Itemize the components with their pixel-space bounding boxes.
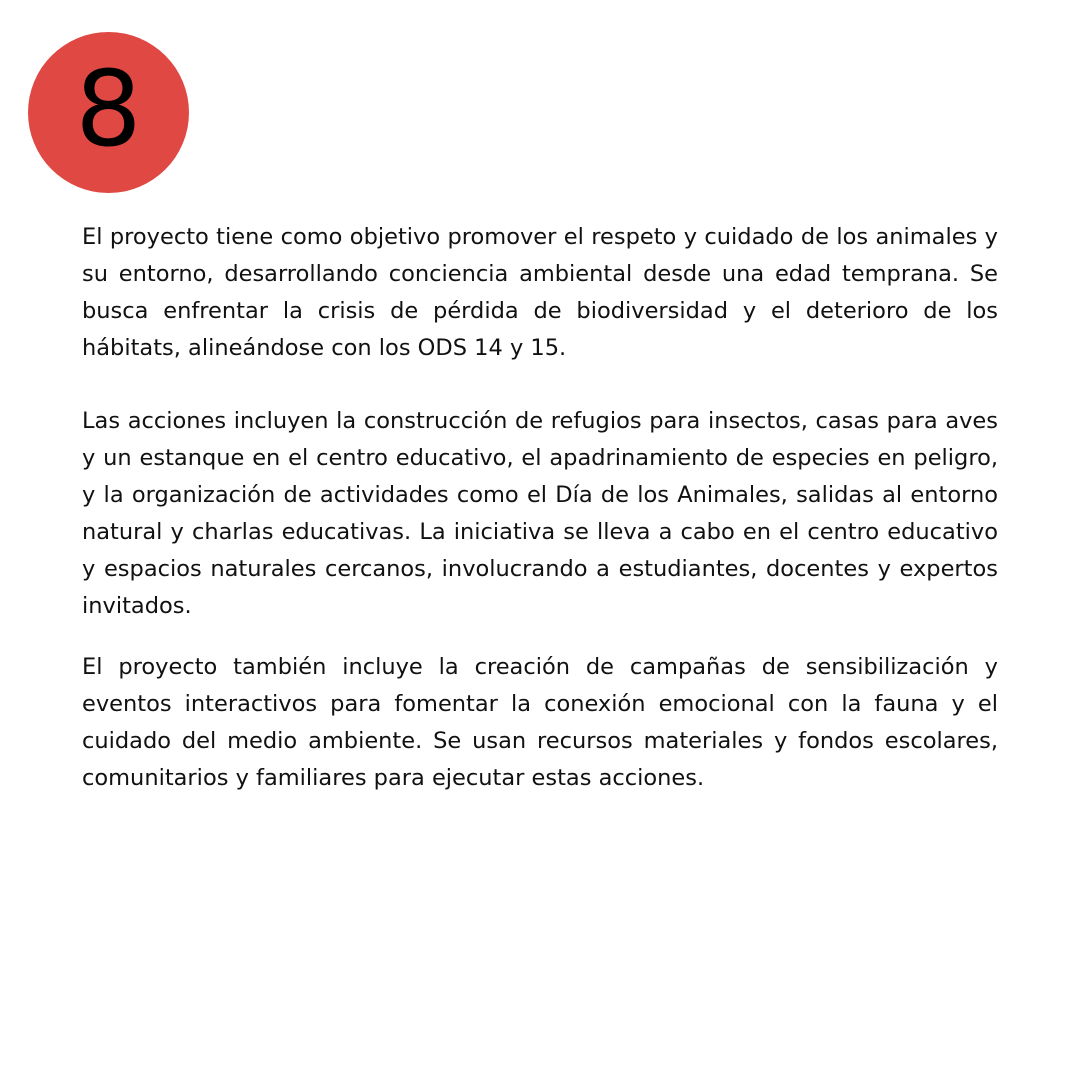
paragraph-objective: El proyecto tiene como objetivo promover el respeto y cuidado de los animales y su entorno, desarrollando conciencia ambiental desde una edad temprana. Se busca enfrentar la crisis de pérdida de biodiversidad y el deterioro de los hábitats, alineándose con los ODS 14 y 15. bbox=[82, 224, 998, 361]
paragraph-campaigns: El proyecto también incluye la creación de campañas de sensibilización y eventos interactivos para fomentar la conexión emocional con la fauna y el cuidado del medio ambiente. Se usan recursos materiales y fondos escolares, comunitarios y familiares para ejecutar estas acciones. bbox=[82, 654, 998, 791]
step-number-badge bbox=[28, 32, 189, 193]
step-number: 8 bbox=[75, 47, 142, 170]
paragraph-actions: Las acciones incluyen la construcción de refugios para insectos, casas para aves y un estanque en el centro educativo, el apadrinamiento de especies en peligro, y la organización de actividades como el Día de los Animales, salidas al entorno natural y charlas educativas. La iniciativa se lleva a cabo en el centro educativo y espacios naturales cercanos, involucrando a estudiantes, docentes y expertos invitados. bbox=[82, 408, 998, 619]
